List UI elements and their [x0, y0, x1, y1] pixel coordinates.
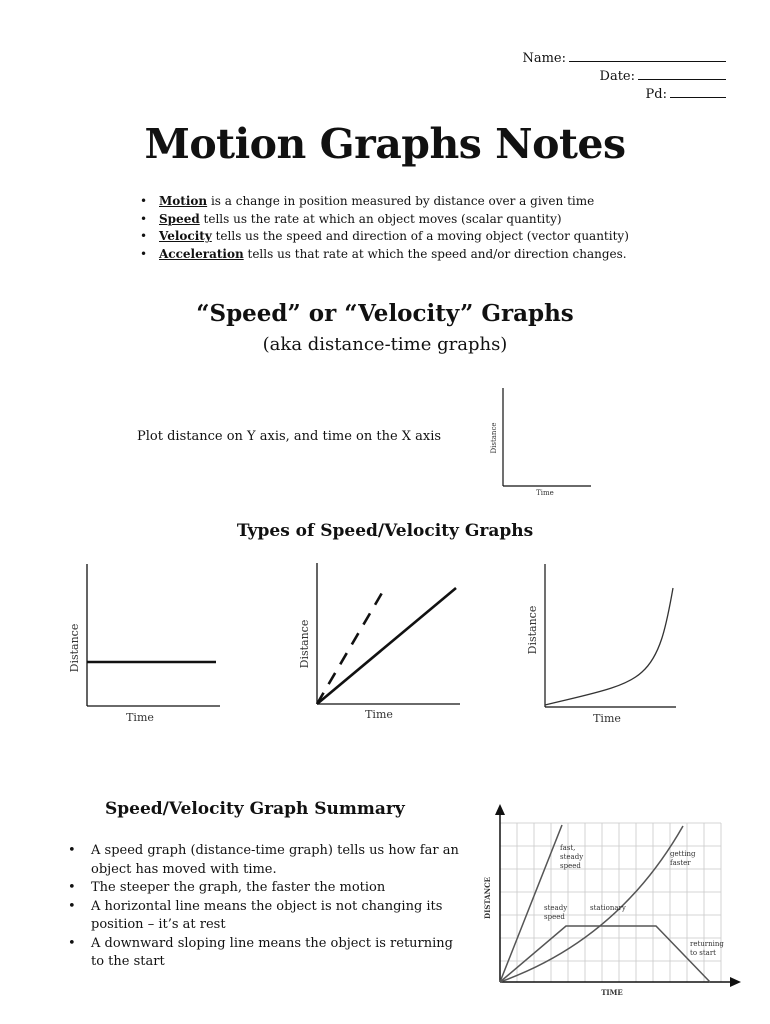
definition-term: Motion	[159, 194, 208, 208]
date-label: Date:	[599, 69, 635, 84]
summary-diagram	[478, 800, 750, 1000]
definition-term: Speed	[159, 211, 200, 226]
summary-heading: Speed/Velocity Graph Summary	[105, 799, 405, 819]
page-title: Motion Graphs Notes	[144, 120, 626, 168]
y-axis-label: Distance	[298, 619, 311, 669]
x-axis-label: TIME	[601, 988, 623, 997]
getting-faster-label	[670, 850, 698, 867]
label-line: returning	[690, 940, 724, 948]
definition-text: tells us the speed and direction of a moving object (vector quantity)	[211, 229, 629, 243]
definition-term: Acceleration	[159, 246, 244, 261]
pd-label: Pd:	[645, 87, 667, 102]
label-line: fast,	[560, 844, 576, 852]
x-axis-label: Time	[593, 712, 621, 725]
label-line: steady	[544, 904, 568, 912]
definition-text: tells us that rate at which the speed and/or direction changes.	[243, 246, 627, 261]
summary-list	[62, 842, 462, 972]
summary-bullet: • The steeper the graph, the faster the motion	[62, 879, 462, 898]
x-axis-arrow	[730, 977, 741, 987]
steady-stationary-returning-line	[500, 926, 710, 982]
label-line: steady	[560, 853, 584, 861]
label-line: to start	[690, 949, 716, 957]
definition-text: is a change in position measured by distance over a given time	[207, 194, 595, 208]
graph-constant-speed	[292, 558, 467, 728]
name-label: Name:	[522, 51, 566, 66]
name-blank	[569, 49, 726, 62]
x-axis-label: Time	[536, 489, 554, 497]
definition-item	[140, 228, 629, 246]
y-axis-label: Distance	[526, 605, 539, 655]
dashed-line	[317, 586, 386, 704]
definition-item	[140, 193, 629, 211]
definitions-list	[140, 193, 629, 263]
label-line: speed	[560, 862, 581, 870]
acceleration-curve	[545, 588, 673, 705]
graph-accelerating	[520, 558, 680, 730]
steady-speed-label	[544, 904, 569, 921]
pd-field	[646, 85, 726, 104]
summary-bullet: • A horizontal line means the object is not changing its position – it’s at rest	[62, 898, 462, 935]
solid-line	[317, 588, 456, 704]
stationary-label: stationary	[590, 904, 626, 912]
label-line: speed	[544, 913, 565, 921]
date-field	[600, 67, 726, 86]
y-axis-label: Distance	[490, 422, 498, 454]
section-subheading: (aka distance-time graphs)	[262, 334, 508, 355]
definition-text: tells us the rate at which an object moves (scalar quantity)	[199, 211, 562, 226]
label-line: getting	[670, 850, 696, 858]
section-heading: “Speed” or “Velocity” Graphs	[196, 300, 574, 327]
label-line: faster	[670, 859, 691, 867]
date-blank	[638, 67, 726, 80]
definition-term: Velocity	[159, 229, 212, 243]
fast-steady-speed-label	[560, 844, 585, 870]
graph-at-rest	[62, 558, 227, 728]
x-axis-label: Time	[365, 708, 393, 721]
plot-instruction: Plot distance on Y axis, and time on the X axis	[137, 429, 442, 444]
types-heading: Types of Speed/Velocity Graphs	[236, 521, 534, 541]
summary-bullet: • A speed graph (distance-time graph) tells us how far an object has moved with time.	[62, 842, 462, 879]
definition-item	[140, 211, 629, 229]
summary-bullet: • A downward sloping line means the object is returning to the start	[62, 935, 462, 972]
blank-axes-diagram	[480, 380, 600, 502]
y-axis-label: DISTANCE	[483, 877, 492, 919]
y-axis-arrow	[495, 804, 505, 815]
pd-blank	[670, 85, 726, 98]
definition-item	[140, 246, 629, 264]
name-field	[522, 49, 726, 68]
y-axis-label: Distance	[68, 623, 81, 673]
x-axis-label: Time	[126, 711, 154, 724]
